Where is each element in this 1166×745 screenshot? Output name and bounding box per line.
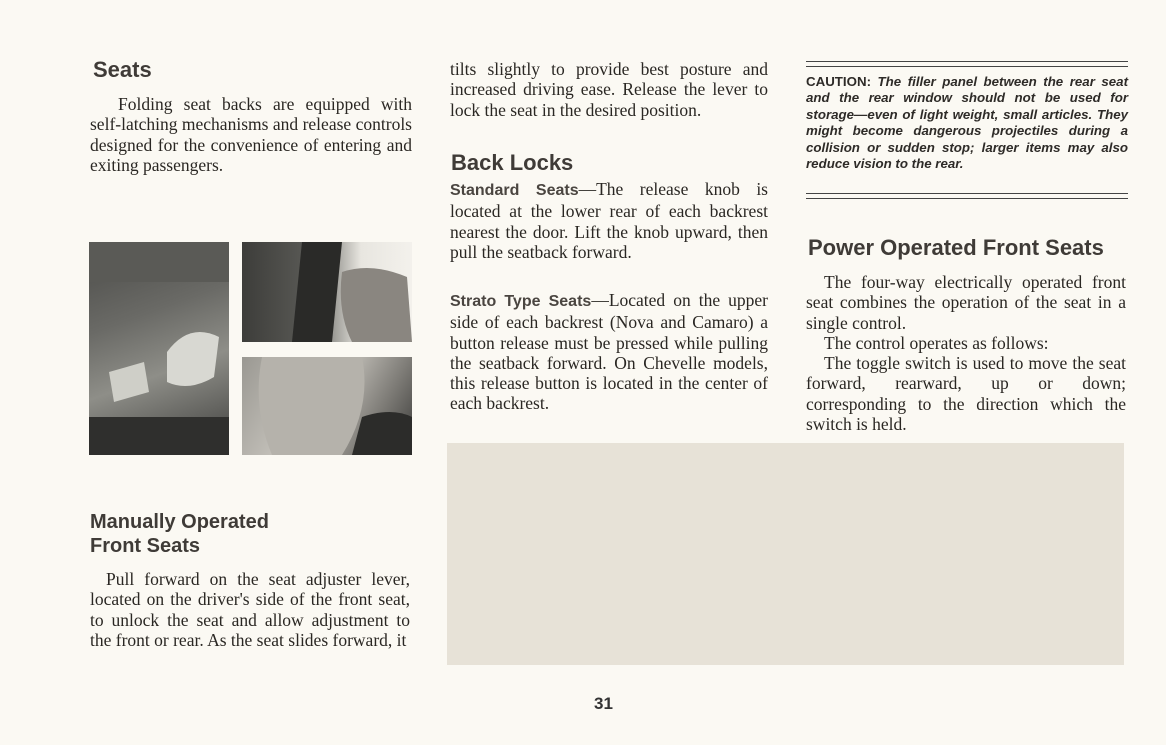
power-heading: Power Operated Front Seats	[808, 235, 1104, 260]
caution-top-rule	[806, 61, 1128, 62]
manual-paragraph: Pull forward on the seat adjuster lever, located on the driver's side of the front seat, to unlock the seat and allow adjustment to the front or rear. As the seat slides forward, it	[90, 569, 410, 650]
caution-label: CAUTION:	[806, 74, 871, 89]
seats-paragraph: Folding seat backs are equipped with self-latching mechanisms and release controls designed for the convenience of entering and exiting passengers.	[90, 94, 412, 175]
caution-bottom-rule-2	[806, 198, 1128, 199]
standard-seats-text: —The release knob is located at the lower rear of each backrest nearest the door. Lift the knob upward, then pull the seatback forward.	[450, 179, 768, 262]
standard-seats-paragraph	[450, 179, 768, 262]
strato-seats-paragraph	[450, 290, 768, 414]
continued-paragraph: tilts slightly to provide best posture and increased driving ease. Release the lever to lock the seat in the desired position.	[450, 59, 768, 120]
power-paragraph-3: The toggle switch is used to move the seat forward, rearward, up or down; corresponding to the direction which the switch is held.	[806, 353, 1126, 434]
caution-bottom-rule	[806, 193, 1128, 194]
strato-seats-text: —Located on the upper side of each backrest (Nova and Camaro) a button release must be pressed while pulling the seatback forward. On Chevelle models, this release button is located in the center of each backrest.	[450, 290, 769, 414]
power-paragraph-2: The control operates as follows:	[824, 333, 1049, 353]
power-paragraph-1: The four-way electrically operated front seat combines the operation of the seat in a single control.	[806, 272, 1126, 333]
manual-heading-line2: Front Seats	[90, 535, 201, 557]
seats-heading: Seats	[93, 57, 152, 82]
show-through-panel	[447, 443, 1124, 665]
seat-knob-photo	[242, 357, 412, 455]
caution-top-rule-2	[806, 66, 1128, 67]
caution-text: The filler panel between the rear seat and the rear window should not be used for storage—even of light weight, small articles. They might become dangerous projectiles during a collision or sudden stop; larger items may also reduce vision to the rear.	[806, 74, 1129, 172]
standard-seats-label: Standard Seats	[450, 182, 579, 199]
manual-heading-line1: Manually Operated	[90, 511, 269, 533]
caution-box	[806, 74, 1128, 172]
seat-latch-photo	[89, 242, 229, 455]
back-locks-heading: Back Locks	[451, 150, 574, 175]
page-number: 31	[594, 694, 613, 713]
hand-lever-photo	[242, 242, 412, 342]
strato-seats-label: Strato Type Seats	[450, 293, 592, 310]
manual-heading	[90, 510, 269, 558]
